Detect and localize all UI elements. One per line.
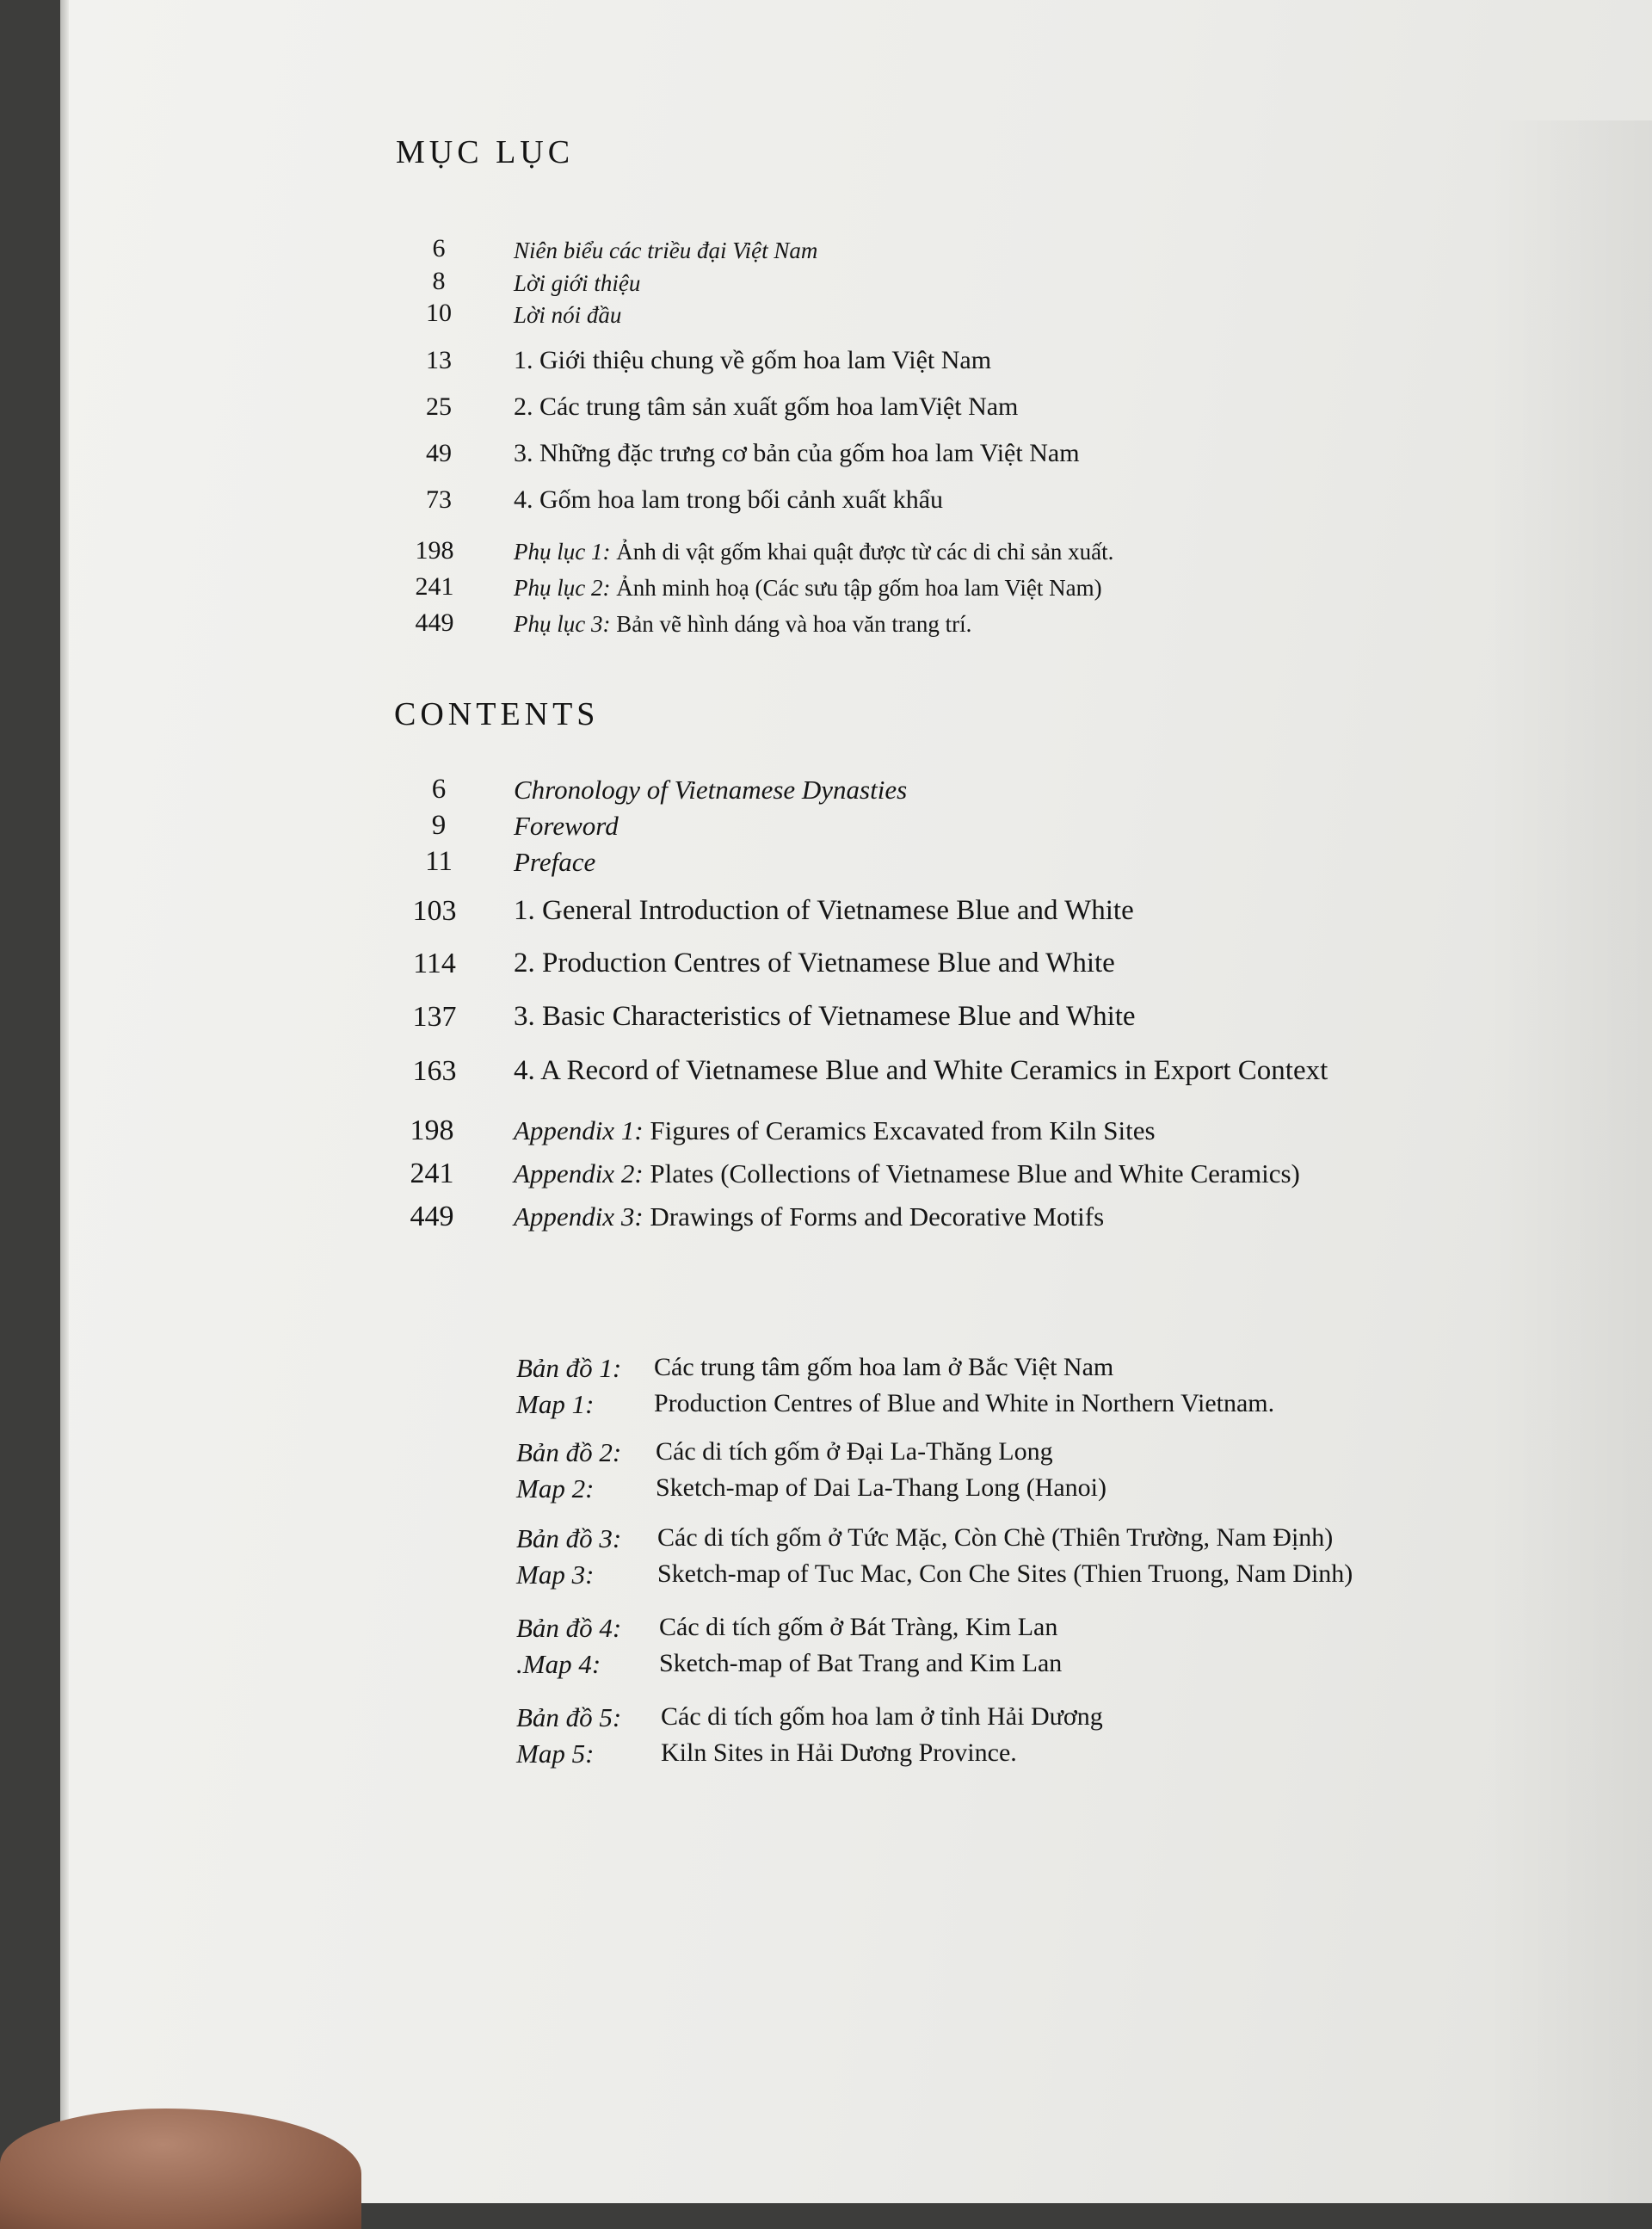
vi-appendix <box>60 608 1652 643</box>
en-entry-page: 9 <box>431 810 447 841</box>
vi-entry-page: 13 <box>426 346 452 374</box>
en-appendix <box>60 1114 1652 1149</box>
book-page <box>60 0 1652 2203</box>
map-text: Production Centres of Blue and White in Northern Vietnam. <box>654 1389 1275 1417</box>
map-text: Các di tích gốm ở Đại La-Thăng Long <box>656 1437 1053 1466</box>
map-text: Sketch-map of Tuc Mac, Con Che Sites (Thien Truong, Nam Dinh) <box>657 1559 1353 1588</box>
map-text: Các di tích gốm ở Bát Tràng, Kim Lan <box>659 1613 1058 1641</box>
vi-entry-text: 1. Giới thiệu chung về gốm hoa lam Việt Nam <box>514 346 992 374</box>
vi-entry <box>60 392 1652 427</box>
en-entry-text: 3. Basic Characteristics of Vietnamese Blue and White <box>514 1001 1136 1032</box>
vi-entry-page: 25 <box>426 392 452 421</box>
vi-entry-page: 6 <box>432 234 446 262</box>
map-text: Các di tích gốm ở Tức Mặc, Còn Chè (Thiên Trường, Nam Định) <box>657 1523 1334 1552</box>
en-entry-text: Foreword <box>514 811 619 841</box>
en-appendix-label: Appendix 2: <box>514 1158 644 1189</box>
map-text: Các di tích gốm hoa lam ở tỉnh Hải Dương <box>661 1702 1103 1731</box>
en-entry-page: 163 <box>412 1055 457 1087</box>
vi-entry-page: 8 <box>432 267 446 295</box>
map-text: Sketch-map of Bat Trang and Kim Lan <box>659 1649 1063 1677</box>
en-entry-page: 103 <box>412 895 457 927</box>
vi-entry-text: Niên biểu các triều đại Việt Nam <box>514 238 818 263</box>
en-entry-page: 114 <box>413 948 456 979</box>
en-appendix-page: 241 <box>410 1158 454 1189</box>
en-entry <box>60 948 1652 982</box>
map-text: Sketch-map of Dai La-Thang Long (Hanoi) <box>656 1473 1106 1502</box>
en-entry-text: 1. General Introduction of Vietnamese Blue and White <box>514 895 1134 926</box>
vi-entry-text: 3. Những đặc trưng cơ bản của gốm hoa lam Việt Nam <box>514 439 1080 467</box>
vi-entry-text: Lời nói đầu <box>514 302 622 328</box>
vi-entry <box>60 485 1652 520</box>
vi-appendix-text: Bản vẽ hình dáng và hoa văn trang trí. <box>616 611 972 637</box>
en-toc-title: CONTENTS <box>394 696 600 732</box>
vi-appendix <box>60 572 1652 607</box>
map-label: .Map 4: <box>516 1649 601 1679</box>
vi-entry <box>60 267 1652 301</box>
vi-appendix-page: 198 <box>415 536 454 565</box>
vi-entry <box>60 346 1652 380</box>
vi-entry-page: 10 <box>426 299 452 327</box>
en-entry-text: 4. A Record of Vietnamese Blue and White Ceramics in Export Context <box>514 1055 1328 1086</box>
map-text: Kiln Sites in Hải Dương Province. <box>661 1738 1017 1767</box>
vi-toc-title: MỤC LỤC <box>396 134 575 170</box>
en-entry-text: Preface <box>514 847 596 877</box>
en-entry <box>60 1055 1652 1090</box>
map-label: Map 5: <box>516 1738 595 1769</box>
vi-appendix-label: Phụ lục 1: <box>514 539 611 565</box>
map-label: Bản đồ 2: <box>516 1437 622 1467</box>
en-appendix-text: Drawings of Forms and Decorative Motifs <box>650 1201 1105 1232</box>
map-label: Map 2: <box>516 1473 595 1503</box>
vi-entry-page: 49 <box>426 439 452 467</box>
en-appendix-text: Figures of Ceramics Excavated from Kiln Sites <box>650 1115 1156 1145</box>
en-entry-text: 2. Production Centres of Vietnamese Blue and White <box>514 948 1115 979</box>
vi-entry <box>60 439 1652 473</box>
en-entry <box>60 1001 1652 1035</box>
en-entry <box>60 774 1652 808</box>
vi-entry-page: 73 <box>426 485 452 514</box>
vi-entry-text: 2. Các trung tâm sản xuất gốm hoa lamViệt Nam <box>514 392 1019 421</box>
vi-appendix-page: 449 <box>415 608 454 637</box>
en-appendix-label: Appendix 3: <box>514 1201 644 1232</box>
en-entry-text: Chronology of Vietnamese Dynasties <box>514 775 908 805</box>
map-label: Map 3: <box>516 1559 595 1590</box>
map-label: Bản đồ 5: <box>516 1702 622 1732</box>
vi-appendix-page: 241 <box>415 572 454 601</box>
vi-appendix-label: Phụ lục 2: <box>514 575 611 601</box>
vi-entry <box>60 299 1652 333</box>
en-appendix-page: 449 <box>410 1201 454 1232</box>
vi-entry-text: Lời giới thiệu <box>514 270 641 296</box>
en-entry <box>60 846 1652 880</box>
vi-appendix-label: Phụ lục 3: <box>514 611 611 637</box>
vi-appendix-text: Ảnh di vật gốm khai quật được từ các di chỉ sản xuất. <box>616 539 1114 565</box>
vi-appendix <box>60 536 1652 571</box>
en-entry <box>60 810 1652 844</box>
vi-entry-text: 4. Gốm hoa lam trong bối cảnh xuất khẩu <box>514 485 944 514</box>
en-appendix-page: 198 <box>410 1114 454 1146</box>
map-label: Bản đồ 3: <box>516 1523 622 1553</box>
map-label: Map 1: <box>516 1389 595 1419</box>
vi-entry <box>60 234 1652 269</box>
en-appendix-label: Appendix 1: <box>514 1115 644 1145</box>
map-text: Các trung tâm gốm hoa lam ở Bắc Việt Nam <box>654 1353 1114 1381</box>
en-appendix <box>60 1158 1652 1192</box>
en-entry-page: 137 <box>412 1001 457 1033</box>
vi-appendix-text: Ảnh minh hoạ (Các sưu tập gốm hoa lam Việt Nam) <box>616 575 1102 601</box>
map-label: Bản đồ 4: <box>516 1613 622 1643</box>
en-entry-page: 11 <box>425 846 453 877</box>
en-entry <box>60 895 1652 929</box>
en-appendix <box>60 1201 1652 1235</box>
en-appendix-text: Plates (Collections of Vietnamese Blue and White Ceramics) <box>650 1158 1300 1189</box>
map-label: Bản đồ 1: <box>516 1353 622 1383</box>
en-entry-page: 6 <box>431 774 447 805</box>
